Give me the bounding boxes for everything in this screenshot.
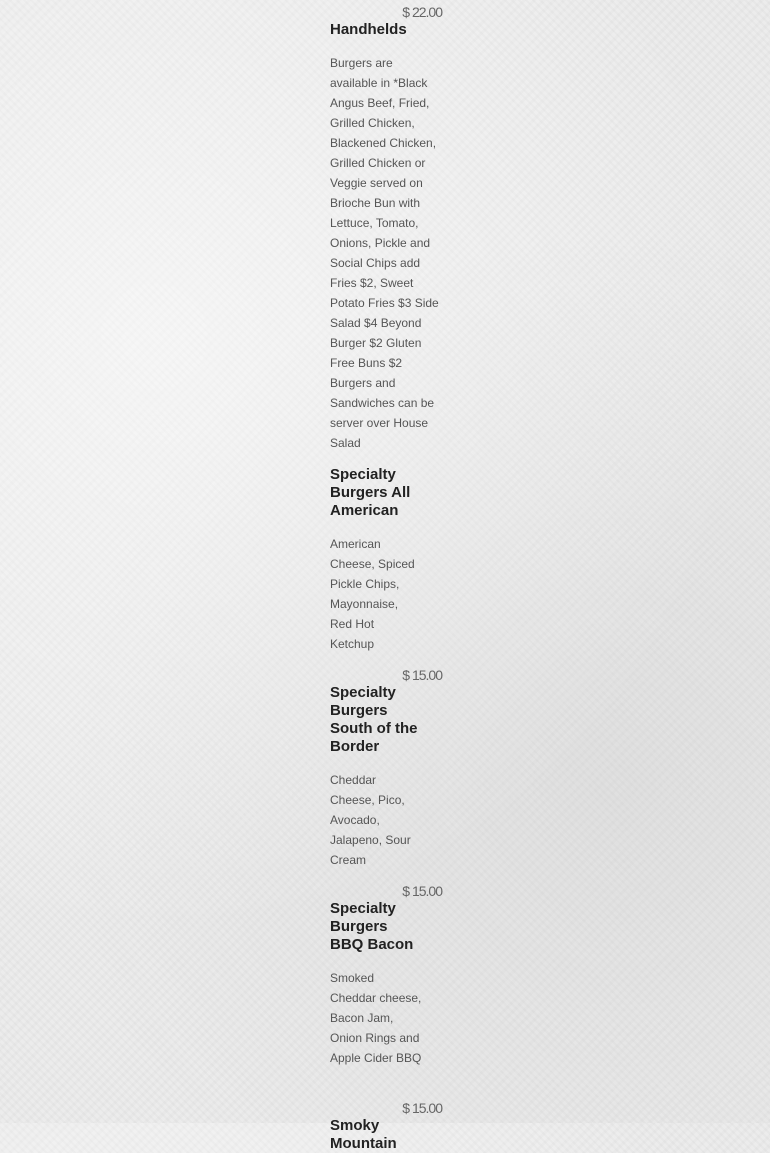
item-title: Specialty Burgers BBQ Bacon	[330, 900, 414, 953]
item-title: Smoky Mountain	[330, 1117, 397, 1152]
menu-item	[330, 3, 442, 453]
menu-item	[330, 466, 442, 654]
menu-item	[330, 666, 442, 870]
menu-item	[330, 1099, 442, 1153]
item-title: Specialty Burgers All American	[330, 466, 411, 519]
item-title: Handhelds	[330, 21, 407, 38]
item-price: $ 15.00	[402, 883, 442, 899]
item-price: $ 15.00	[402, 1100, 442, 1116]
item-title: Specialty Burgers South of the Border	[330, 684, 418, 755]
item-price: $ 22.00	[402, 4, 442, 20]
item-description: Smoked Cheddar cheese, Bacon Jam, Onion Rings and Apple Cider BBQ	[330, 971, 422, 1065]
item-description: Burgers are available in *Black Angus Beef, Fried, Grilled Chicken, Blackened Chicken, Grilled Chicken or Veggie served on Brioche Bun with Lettuce, Tomato, Onions, Pickle and Social Chips add Fries $2, Sweet Potato Fries $3 Side Salad $4 Beyond Burger $2 Gluten Free Buns $2 Burgers and Sandwiches can be server over House Salad	[330, 56, 439, 450]
menu-item	[330, 882, 442, 1068]
item-description: American Cheese, Spiced Pickle Chips, Mayonnaise, Red Hot Ketchup	[330, 537, 415, 651]
item-price: $ 15.00	[402, 667, 442, 683]
item-description: Cheddar Cheese, Pico, Avocado, Jalapeno, Sour Cream	[330, 773, 411, 867]
